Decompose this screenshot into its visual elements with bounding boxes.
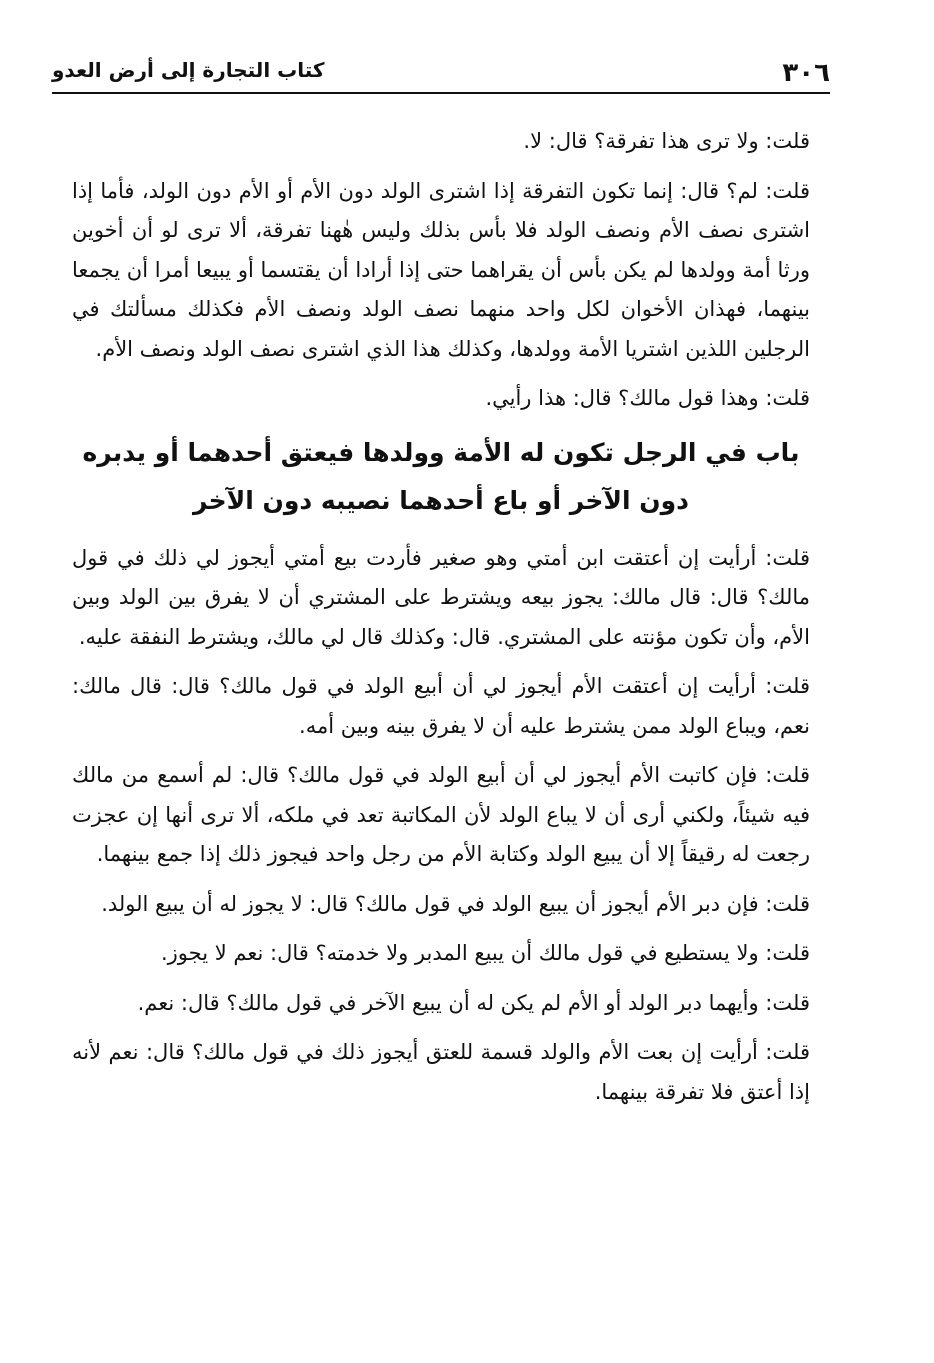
section-heading-line: باب في الرجل تكون له الأمة وولدها فيعتق أحدهما أو يدبره [82, 437, 800, 467]
paragraph: قلت: ولا يستطيع في قول مالك أن يبيع المدبر ولا خدمته؟ قال: نعم لا يجوز. [160, 941, 810, 965]
paragraph: قلت: فإن دبر الأم أيجوز أن يبيع الولد في قول مالك؟ قال: لا يجوز له أن يبيع الولد. [101, 891, 810, 916]
paragraph: قلت: ولا ترى هذا تفرقة؟ قال: لا. [523, 129, 810, 153]
section-heading [72, 429, 810, 525]
page-number: ٣٠٦ [782, 58, 830, 88]
page-body [72, 122, 810, 1122]
section-heading-line: دون الآخر أو باع أحدهما نصيبه دون الآخر [193, 485, 689, 515]
paragraph: قلت: أرأيت إن بعت الأم والولد قسمة للعتق أيجوز ذلك في قول مالك؟ قال: نعم لأنه إذا أعتق فلا تفرقة بينهما. [72, 1040, 810, 1104]
paragraph: قلت: لم؟ قال: إنما تكون التفرقة إذا اشترى الولد دون الأم أو الأم دون الولد، فأما إذا اشترى نصف الأم ونصف الولد فلا بأس بذلك وليس هٰهنا تفرقة، ألا ترى لو أن أخوين ورثا أمة وولدها لم يكن بأس أن يقراهما حتى إذا أرادا أن يقتسما أو يبيعا أمرا أن يجمعا بينهما، فهذان الأخوان لكل واحد منهما نصف الولد ونصف الأم فكذلك مسألتك في الرجلين اللذين اشتريا الأمة وولدها، وكذلك هذا الذي اشترى نصف الولد ونصف الأم. [72, 178, 810, 361]
paragraph: قلت: أرأيت إن أعتقت ابن أمتي وهو صغير فأردت بيع أمتي أيجوز لي ذلك في قول مالك؟ قال: قال مالك: يجوز بيعه ويشترط على المشتري أن لا يفرق بين الولد وبين الأم، وأن تكون مؤنته على المشتري. قال: وكذلك قال لي مالك، ويشترط النفقة عليه. [72, 545, 810, 649]
paragraph: قلت: وأيهما دبر الولد أو الأم لم يكن له أن يبيع الآخر في قول مالك؟ قال: نعم. [137, 990, 810, 1015]
paragraph: قلت: أرأيت إن أعتقت الأم أيجوز لي أن أبيع الولد في قول مالك؟ قال: قال مالك: نعم، ويباع الولد ممن يشترط عليه أن لا يفرق بينه وبين أمه. [72, 674, 810, 738]
paragraph: قلت: فإن كاتبت الأم أيجوز لي أن أبيع الولد في قول مالك؟ قال: لم أسمع من مالك فيه شيئاً، ولكني أرى أن لا يباع الولد لأن المكاتبة تعد في ملكه، ألا ترى أنها إن عجزت رجعت له رقيقاً إلا أن يبيع الولد وكتابة الأم من رجل واحد فيجوز ذلك إذا جمع بينهما. [72, 763, 810, 866]
book-title: كتاب التجارة إلى أرض العدو [52, 58, 325, 82]
page-header [52, 52, 830, 94]
paragraph: قلت: وهذا قول مالك؟ قال: هذا رأيي. [485, 386, 810, 410]
